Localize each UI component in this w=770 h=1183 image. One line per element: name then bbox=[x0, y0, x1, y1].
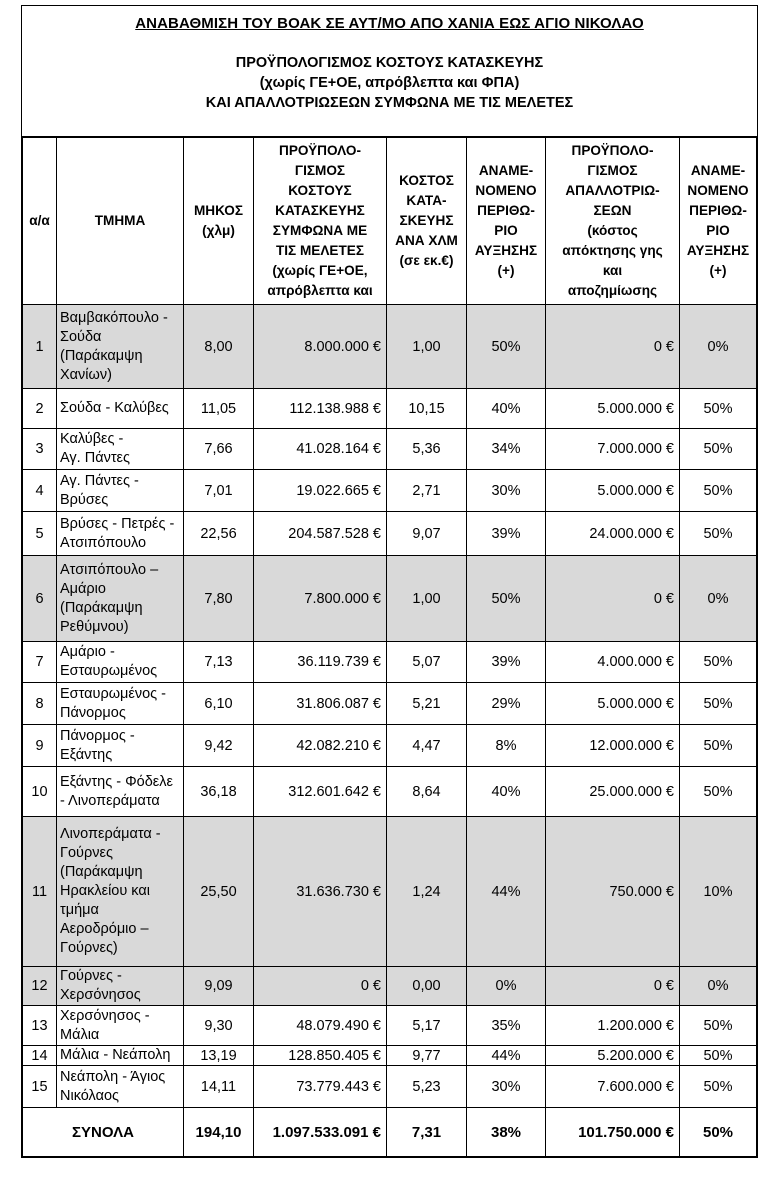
segment-length: 7,01 bbox=[184, 470, 254, 512]
header-line: ΑΠΑΛΛΟΤΡΙΩ- bbox=[565, 183, 660, 198]
row-number: 12 bbox=[23, 967, 57, 1006]
segment-length: 9,30 bbox=[184, 1006, 254, 1046]
segment-length: 6,10 bbox=[184, 683, 254, 725]
header-line: (κόστος bbox=[587, 223, 638, 238]
expropriation-cost: 5.000.000 € bbox=[546, 470, 680, 512]
row-number: 6 bbox=[23, 556, 57, 642]
expropriation-margin: 0% bbox=[680, 305, 757, 389]
table-row bbox=[23, 725, 757, 767]
totals-label: ΣΥΝΟΛΑ bbox=[23, 1108, 184, 1157]
cost-per-km: 10,15 bbox=[387, 389, 467, 429]
budget-sheet bbox=[21, 5, 758, 1158]
row-number: 10 bbox=[23, 767, 57, 817]
construction-cost: 19.022.665 € bbox=[254, 470, 387, 512]
header-row bbox=[23, 138, 757, 305]
header-line: αποζημίωσης bbox=[567, 283, 658, 298]
expropriation-margin: 50% bbox=[680, 512, 757, 556]
subtitle-line: ΚΑΙ ΑΠΑΛΛΟΤΡΙΩΣΕΩΝ ΣΥΜΦΩΝΑ ΜΕ ΤΙΣ ΜΕΛΕΤΕΣ bbox=[205, 95, 574, 111]
expropriation-cost: 5.200.000 € bbox=[546, 1046, 680, 1066]
header-expropriation-cost bbox=[546, 138, 680, 305]
cost-per-km: 2,71 bbox=[387, 470, 467, 512]
segment-name bbox=[57, 767, 184, 817]
cost-margin: 50% bbox=[467, 305, 546, 389]
segment-name bbox=[57, 389, 184, 429]
segment-line: Χερσόνησος bbox=[60, 987, 141, 1003]
header-line: ΣΚΕΥΗΣ bbox=[399, 213, 454, 228]
segment-line: Βρύσες bbox=[60, 491, 109, 508]
segment-line: Μάλια bbox=[60, 1026, 100, 1043]
segment-length: 8,00 bbox=[184, 305, 254, 389]
header-line: ΚΟΣΤΟΣ bbox=[399, 173, 454, 188]
construction-cost: 7.800.000 € bbox=[254, 556, 387, 642]
expropriation-margin: 0% bbox=[680, 967, 757, 1006]
construction-cost: 31.636.730 € bbox=[254, 817, 387, 967]
header-line: ΝΟΜΕΝΟ bbox=[475, 183, 537, 198]
table-row bbox=[23, 767, 757, 817]
table-row bbox=[23, 817, 757, 967]
row-number: 4 bbox=[23, 470, 57, 512]
header-line: ΤΜΗΜΑ bbox=[94, 213, 146, 228]
cost-per-km: 5,17 bbox=[387, 1006, 467, 1046]
table-row bbox=[23, 642, 757, 683]
header-line: ΠΕΡΙΘΩ- bbox=[477, 203, 535, 218]
cost-margin: 40% bbox=[467, 767, 546, 817]
header-line: ΠΡΟΫΠΟΛΟ- bbox=[279, 143, 361, 158]
row-number: 1 bbox=[23, 305, 57, 389]
header-line: ΓΙΣΜΟΣ bbox=[294, 163, 346, 178]
document-title: ΑΝΑΒΑΘΜΙΣΗ ΤΟΥ ΒΟΑΚ ΣΕ ΑΥΤ/ΜΟ ΑΠΟ ΧΑΝΙΑ ΕΩΣ ΑΓΙΟ ΝΙΚΟΛΑΟ bbox=[135, 15, 644, 32]
construction-cost: 312.601.642 € bbox=[254, 767, 387, 817]
cost-per-km: 1,24 bbox=[387, 817, 467, 967]
segment-line: Εξάντης - Φόδελε bbox=[60, 773, 173, 790]
segment-line: Σούδα - Καλύβες bbox=[60, 400, 169, 416]
segment-length: 25,50 bbox=[184, 817, 254, 967]
cost-per-km: 5,36 bbox=[387, 429, 467, 470]
segment-length: 36,18 bbox=[184, 767, 254, 817]
expropriation-margin: 50% bbox=[680, 470, 757, 512]
cost-per-km: 5,07 bbox=[387, 642, 467, 683]
header-line: (+) bbox=[497, 263, 515, 278]
construction-cost: 36.119.739 € bbox=[254, 642, 387, 683]
expropriation-margin: 50% bbox=[680, 642, 757, 683]
header-line: ΑΝΑΜΕ- bbox=[690, 163, 746, 178]
cost-margin: 39% bbox=[467, 642, 546, 683]
segment-length: 14,11 bbox=[184, 1066, 254, 1108]
expropriation-margin: 50% bbox=[680, 725, 757, 767]
segment-length: 7,80 bbox=[184, 556, 254, 642]
segment-line: Πάνορμος - bbox=[60, 727, 135, 744]
cost-margin: 35% bbox=[467, 1006, 546, 1046]
table-row bbox=[23, 389, 757, 429]
header-line: ΣΥΜΦΩΝΑ ΜΕ bbox=[272, 223, 368, 238]
header-expropriation-margin bbox=[680, 138, 757, 305]
cost-per-km: 1,00 bbox=[387, 556, 467, 642]
header-line: ΣΕΩΝ bbox=[593, 203, 632, 218]
expropriation-cost: 12.000.000 € bbox=[546, 725, 680, 767]
header-line: ΚΑΤΑΣΚΕΥΗΣ bbox=[275, 203, 365, 218]
table-row bbox=[23, 967, 757, 1006]
segment-line: Ατσιπόπουλο – bbox=[60, 561, 159, 578]
segment-length: 11,05 bbox=[184, 389, 254, 429]
row-number: 14 bbox=[23, 1046, 57, 1066]
expropriation-margin: 50% bbox=[680, 429, 757, 470]
table-row bbox=[23, 1066, 757, 1108]
segment-line: Σούδα bbox=[60, 328, 102, 345]
header-line: ΚΑΤΑ- bbox=[406, 193, 447, 208]
header-aa bbox=[23, 138, 57, 305]
segment-line: Βρύσες - Πετρές - bbox=[60, 515, 175, 532]
segment-name bbox=[57, 817, 184, 967]
segment-line: Αμάριο bbox=[60, 580, 106, 597]
segment-line: Αμάριο - bbox=[60, 644, 115, 660]
segment-length: 9,42 bbox=[184, 725, 254, 767]
segment-line: Καλύβες - bbox=[60, 431, 124, 447]
total-construction-cost: 1.097.533.091 € bbox=[254, 1108, 387, 1157]
segment-name bbox=[57, 470, 184, 512]
segment-name bbox=[57, 725, 184, 767]
cost-per-km: 0,00 bbox=[387, 967, 467, 1006]
construction-cost: 0 € bbox=[254, 967, 387, 1006]
header-line: ΠΕΡΙΘΩ- bbox=[689, 203, 747, 218]
expropriation-cost: 0 € bbox=[546, 556, 680, 642]
cost-margin: 40% bbox=[467, 389, 546, 429]
segment-line: Εσταυρωμένος - bbox=[60, 685, 167, 702]
segment-length: 13,19 bbox=[184, 1046, 254, 1066]
expropriation-cost: 0 € bbox=[546, 967, 680, 1006]
header-line: απρόβλεπτα και bbox=[267, 283, 373, 298]
cost-margin: 0% bbox=[467, 967, 546, 1006]
header-line: ΑΝΑ ΧΛΜ bbox=[395, 233, 458, 248]
header-line: ΓΙΣΜΟΣ bbox=[587, 163, 638, 178]
table-row bbox=[23, 1006, 757, 1046]
subtitle-line: (χωρίς ΓΕ+ΟΕ, απρόβλεπτα και ΦΠΑ) bbox=[259, 75, 520, 91]
expropriation-cost: 5.000.000 € bbox=[546, 389, 680, 429]
cost-margin: 44% bbox=[467, 817, 546, 967]
expropriation-cost: 24.000.000 € bbox=[546, 512, 680, 556]
segment-line: Βαμβακόπουλο - bbox=[60, 309, 168, 326]
segment-line: Αεροδρόμιο – bbox=[60, 921, 149, 937]
table-row bbox=[23, 1046, 757, 1066]
row-number: 3 bbox=[23, 429, 57, 470]
segment-name bbox=[57, 512, 184, 556]
row-number: 7 bbox=[23, 642, 57, 683]
segment-length: 7,13 bbox=[184, 642, 254, 683]
segment-name bbox=[57, 305, 184, 389]
segment-length: 7,66 bbox=[184, 429, 254, 470]
segment-line: Νικόλαος bbox=[60, 1087, 120, 1104]
header-line: ΚΟΣΤΟΥΣ bbox=[288, 183, 352, 198]
cost-per-km: 9,07 bbox=[387, 512, 467, 556]
construction-cost: 31.806.087 € bbox=[254, 683, 387, 725]
row-number: 11 bbox=[23, 817, 57, 967]
expropriation-margin: 0% bbox=[680, 556, 757, 642]
row-number: 13 bbox=[23, 1006, 57, 1046]
header-length bbox=[184, 138, 254, 305]
header-line: ΑΥΞΗΣΗΣ bbox=[474, 243, 538, 258]
expropriation-cost: 25.000.000 € bbox=[546, 767, 680, 817]
segment-line: Ατσιπόπουλο bbox=[60, 534, 147, 551]
header-cost-per-km bbox=[387, 138, 467, 305]
header-line: ΡΙΟ bbox=[494, 223, 518, 238]
totals-row bbox=[23, 1108, 757, 1157]
cost-margin: 50% bbox=[467, 556, 546, 642]
segment-name bbox=[57, 1006, 184, 1046]
header-line: ΤΙΣ ΜΕΛΕΤΕΣ bbox=[275, 243, 365, 258]
subtitle-line: ΠΡΟΫΠΟΛΟΓΙΣΜΟΣ ΚΟΣΤΟΥΣ ΚΑΤΑΣΚΕΥΗΣ bbox=[235, 55, 544, 71]
segment-line: Εσταυρωμένος bbox=[60, 663, 158, 679]
cost-per-km: 9,77 bbox=[387, 1046, 467, 1066]
row-number: 2 bbox=[23, 389, 57, 429]
table-row bbox=[23, 470, 757, 512]
segment-name bbox=[57, 1066, 184, 1108]
cost-margin: 39% bbox=[467, 512, 546, 556]
row-number: 5 bbox=[23, 512, 57, 556]
construction-cost: 42.082.210 € bbox=[254, 725, 387, 767]
table-row bbox=[23, 683, 757, 725]
table-row bbox=[23, 305, 757, 389]
segment-line: Αγ. Πάντες - bbox=[60, 472, 139, 489]
expropriation-cost: 5.000.000 € bbox=[546, 683, 680, 725]
table-row bbox=[23, 512, 757, 556]
header-segment bbox=[57, 138, 184, 305]
segment-name bbox=[57, 967, 184, 1006]
table-row bbox=[23, 556, 757, 642]
expropriation-margin: 50% bbox=[680, 683, 757, 725]
expropriation-cost: 0 € bbox=[546, 305, 680, 389]
construction-cost: 48.079.490 € bbox=[254, 1006, 387, 1046]
cost-margin: 30% bbox=[467, 470, 546, 512]
header-cost-margin bbox=[467, 138, 546, 305]
cost-per-km: 1,00 bbox=[387, 305, 467, 389]
segment-name bbox=[57, 642, 184, 683]
header-line: ΝΟΜΕΝΟ bbox=[687, 183, 749, 198]
cost-margin: 8% bbox=[467, 725, 546, 767]
expropriation-margin: 50% bbox=[680, 767, 757, 817]
header-line: (σε εκ.€) bbox=[399, 253, 454, 268]
segment-line: Γούρνες bbox=[60, 845, 113, 861]
total-cost-per-km: 7,31 bbox=[387, 1108, 467, 1157]
total-length: 194,10 bbox=[184, 1108, 254, 1157]
expropriation-margin: 50% bbox=[680, 1046, 757, 1066]
budget-table bbox=[22, 137, 757, 1157]
header-line: (χωρίς ΓΕ+ΟΕ, bbox=[272, 263, 368, 278]
segment-line: Γούρνες) bbox=[60, 940, 118, 956]
segment-line: Λινοπεράματα - bbox=[60, 826, 161, 842]
cost-per-km: 4,47 bbox=[387, 725, 467, 767]
segment-line: Μάλια - Νεάπολη bbox=[60, 1047, 171, 1063]
header-line: (χλμ) bbox=[202, 223, 235, 238]
row-number: 8 bbox=[23, 683, 57, 725]
header-line: απόκτησης γης bbox=[562, 243, 663, 258]
segment-line: τμήμα bbox=[60, 902, 99, 918]
cost-per-km: 8,64 bbox=[387, 767, 467, 817]
construction-cost: 204.587.528 € bbox=[254, 512, 387, 556]
cost-margin: 29% bbox=[467, 683, 546, 725]
construction-cost: 8.000.000 € bbox=[254, 305, 387, 389]
segment-name bbox=[57, 1046, 184, 1066]
cost-per-km: 5,23 bbox=[387, 1066, 467, 1108]
cost-margin: 44% bbox=[467, 1046, 546, 1066]
segment-line: Πάνορμος bbox=[60, 704, 126, 721]
segment-line: Εξάντης bbox=[60, 746, 113, 763]
expropriation-margin: 50% bbox=[680, 389, 757, 429]
segment-line: (Παράκαμψη bbox=[60, 864, 143, 880]
construction-cost: 128.850.405 € bbox=[254, 1046, 387, 1066]
header-line: ΡΙΟ bbox=[706, 223, 730, 238]
expropriation-margin: 50% bbox=[680, 1066, 757, 1108]
segment-line: Ηρακλείου και bbox=[60, 883, 150, 899]
construction-cost: 41.028.164 € bbox=[254, 429, 387, 470]
segment-line: - Λινοπεράματα bbox=[60, 792, 160, 809]
segment-name bbox=[57, 683, 184, 725]
table-row bbox=[23, 429, 757, 470]
header-line: ΑΝΑΜΕ- bbox=[478, 163, 534, 178]
segment-name bbox=[57, 556, 184, 642]
row-number: 9 bbox=[23, 725, 57, 767]
segment-line: Ρεθύμνου) bbox=[60, 618, 129, 635]
document-subtitle bbox=[22, 53, 757, 113]
cost-margin: 30% bbox=[467, 1066, 546, 1108]
expropriation-cost: 1.200.000 € bbox=[546, 1006, 680, 1046]
expropriation-margin: 10% bbox=[680, 817, 757, 967]
title-box bbox=[22, 6, 757, 137]
header-line: α/α bbox=[29, 213, 50, 228]
expropriation-cost: 4.000.000 € bbox=[546, 642, 680, 683]
header-line: ΠΡΟΫΠΟΛΟ- bbox=[571, 143, 654, 158]
header-line: ΜΗΚΟΣ bbox=[193, 203, 244, 218]
segment-line: Γούρνες - bbox=[60, 968, 122, 984]
construction-cost: 112.138.988 € bbox=[254, 389, 387, 429]
expropriation-margin: 50% bbox=[680, 1006, 757, 1046]
segment-name bbox=[57, 429, 184, 470]
segment-length: 9,09 bbox=[184, 967, 254, 1006]
total-cost-margin: 38% bbox=[467, 1108, 546, 1157]
header-line: ΑΥΞΗΣΗΣ bbox=[686, 243, 750, 258]
expropriation-cost: 750.000 € bbox=[546, 817, 680, 967]
segment-line: Χερσόνησος - bbox=[60, 1007, 150, 1024]
cost-per-km: 5,21 bbox=[387, 683, 467, 725]
segment-line: (Παράκαμψη bbox=[60, 347, 143, 364]
header-line: και bbox=[602, 263, 623, 278]
segment-line: Αγ. Πάντες bbox=[60, 450, 131, 466]
cost-margin: 34% bbox=[467, 429, 546, 470]
segment-line: Χανίων) bbox=[60, 366, 112, 383]
expropriation-cost: 7.000.000 € bbox=[546, 429, 680, 470]
row-number: 15 bbox=[23, 1066, 57, 1108]
total-expropriation-cost: 101.750.000 € bbox=[546, 1108, 680, 1157]
segment-line: Νεάπολη - Άγιος bbox=[60, 1068, 166, 1085]
segment-length: 22,56 bbox=[184, 512, 254, 556]
construction-cost: 73.779.443 € bbox=[254, 1066, 387, 1108]
header-construction-cost bbox=[254, 138, 387, 305]
expropriation-cost: 7.600.000 € bbox=[546, 1066, 680, 1108]
total-expropriation-margin: 50% bbox=[680, 1108, 757, 1157]
segment-line: (Παράκαμψη bbox=[60, 599, 143, 616]
header-line: (+) bbox=[709, 263, 727, 278]
